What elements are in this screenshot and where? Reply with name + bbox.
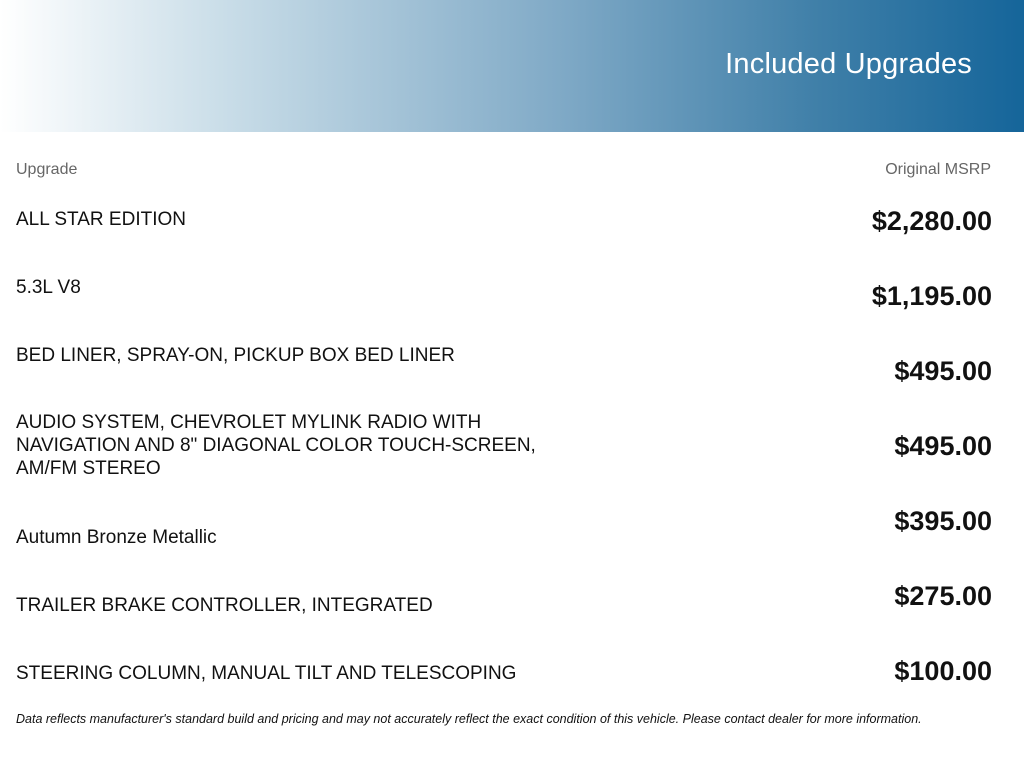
page-title: Included Upgrades [725,48,972,80]
header-banner [0,0,1024,132]
upgrade-price: $495.00 [894,431,992,461]
upgrade-name: AUDIO SYSTEM, CHEVROLET MYLINK RADIO WITH NAVIGATION AND 8" DIAGONAL COLOR TOUCH-SCREEN, AM/FM STEREO [16,412,536,479]
upgrade-name: STEERING COLUMN, MANUAL TILT AND TELESCOPING [16,663,517,684]
upgrade-price: $1,195.00 [871,281,992,311]
disclaimer-text: Data reflects manufacturer's standard build and pricing and may not accurately reflect the exact condition of this vehicle. Please contact dealer for more information. [16,712,922,726]
upgrade-name: TRAILER BRAKE CONTROLLER, INTEGRATED [16,595,433,616]
msrp-column-header: Original MSRP [885,161,991,178]
upgrade-price: $2,280.00 [871,206,992,236]
upgrade-name: 5.3L V8 [16,277,81,298]
upgrade-price: $100.00 [894,656,992,686]
upgrade-name: BED LINER, SPRAY-ON, PICKUP BOX BED LINER [16,345,455,366]
upgrade-price: $495.00 [894,356,992,386]
upgrade-name: ALL STAR EDITION [16,209,186,230]
upgrade-price: $275.00 [894,581,992,611]
upgrade-name: Autumn Bronze Metallic [16,527,217,548]
upgrade-column-header: Upgrade [16,161,78,178]
upgrade-price: $395.00 [894,506,992,536]
